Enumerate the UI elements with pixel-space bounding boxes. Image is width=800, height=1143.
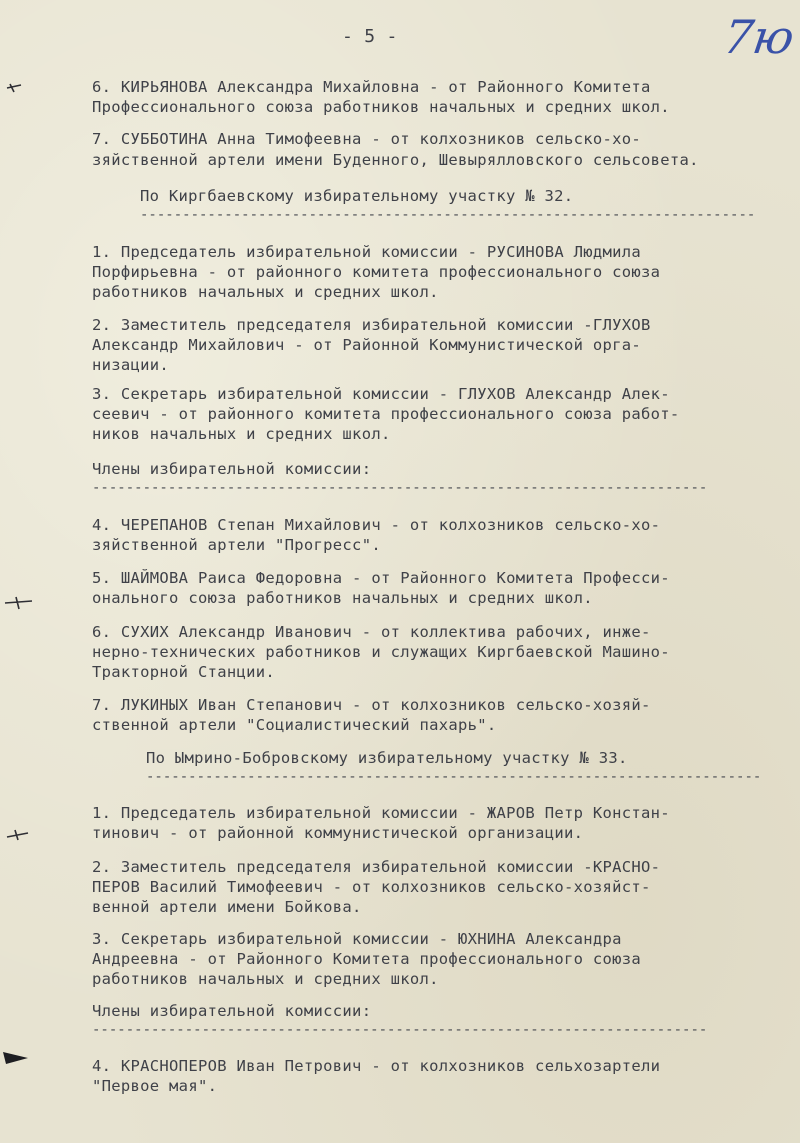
- separator-line: -------------------------------------------------------------------------: [92, 480, 708, 496]
- members-heading: Члены избирательной комиссии:: [92, 460, 372, 478]
- text-line: сеевич - от районного комитета профессионального союза работ-: [92, 405, 680, 423]
- text-line: зяйственной артели имени Буденного, Шевырялловского сельсовета.: [92, 151, 699, 169]
- members-heading: Члены избирательной комиссии:: [92, 1002, 372, 1020]
- text-line: 4. ЧЕРЕПАНОВ Степан Михайлович - от колхозников сельско-хо-: [92, 516, 661, 534]
- text-line: 7. ЛУКИНЫХ Иван Степанович - от колхозников сельско-хозяй-: [92, 696, 651, 714]
- handwritten-annotation: 7ю: [720, 10, 798, 64]
- text-line: работников начальных и средних школ.: [92, 283, 439, 301]
- text-line: Александр Михайлович - от Районной Коммунистической орга-: [92, 336, 642, 354]
- text-line: 3. Секретарь избирательной комиссии - ЮХНИНА Александра: [92, 930, 622, 948]
- text-line: "Первое мая".: [92, 1077, 218, 1095]
- text-line: нерно-технических работников и служащих Киргбаевской Машино-: [92, 643, 670, 661]
- text-line: тинович - от районной коммунистической организации.: [92, 824, 584, 842]
- text-line: Андреевна - от Районного Комитета профессионального союза: [92, 950, 642, 968]
- text-line: зяйственной артели "Прогресс".: [92, 536, 381, 554]
- text-line: ственной артели "Социалистический пахарь".: [92, 716, 497, 734]
- text-line: венной артели имени Бойкова.: [92, 898, 362, 916]
- text-line: 2. Заместитель председателя избирательной комиссии -ГЛУХОВ: [92, 316, 651, 334]
- margin-mark-icon: [4, 596, 34, 610]
- page-number: - 5 -: [342, 26, 398, 47]
- margin-mark-icon: [6, 82, 22, 94]
- margin-mark-icon: [6, 828, 30, 842]
- margin-mark-icon: [2, 1048, 30, 1066]
- text-line: 6. КИРЬЯНОВА Александра Михайловна - от Районного Комитета: [92, 78, 651, 96]
- text-line: низации.: [92, 356, 170, 374]
- text-line: Порфирьевна - от районного комитета профессионального союза: [92, 263, 661, 281]
- text-line: 3. Секретарь избирательной комиссии - ГЛУХОВ Александр Алек-: [92, 385, 670, 403]
- text-line: Профессионального союза работников начальных и средних школ.: [92, 98, 670, 116]
- separator-line: -------------------------------------------------------------------------: [92, 1022, 708, 1038]
- text-line: 1. Председатель избирательной комиссии - РУСИНОВА Людмила: [92, 243, 642, 261]
- text-line: 4. КРАСНОПЕРОВ Иван Петрович - от колхозников сельхозартели: [92, 1057, 661, 1075]
- text-line: 1. Председатель избирательной комиссии - ЖАРОВ Петр Констан-: [92, 804, 670, 822]
- text-line: 2. Заместитель председателя избирательной комиссии -КРАСНО-: [92, 858, 661, 876]
- separator-line: -------------------------------------------------------------------------: [140, 207, 756, 223]
- text-line: 7. СУББОТИНА Анна Тимофеевна - от колхозников сельско-хо-: [92, 130, 642, 148]
- separator-line: -------------------------------------------------------------------------: [146, 769, 762, 785]
- text-line: ников начальных и средних школ.: [92, 425, 391, 443]
- section-heading: По Киргбаевскому избирательному участку № 32.: [140, 187, 574, 205]
- section-heading: По Ымрино-Бобровскому избирательному участку № 33.: [146, 749, 628, 767]
- text-line: 5. ШАЙМОВА Раиса Федоровна - от Районного Комитета Професси-: [92, 569, 670, 587]
- text-line: работников начальных и средних школ.: [92, 970, 439, 988]
- text-line: ПЕРОВ Василий Тимофеевич - от колхозников сельско-хозяйст-: [92, 878, 651, 896]
- text-line: онального союза работников начальных и средних школ.: [92, 589, 593, 607]
- text-line: 6. СУХИХ Александр Иванович - от коллектива рабочих, инже-: [92, 623, 651, 641]
- text-line: Тракторной Станции.: [92, 663, 276, 681]
